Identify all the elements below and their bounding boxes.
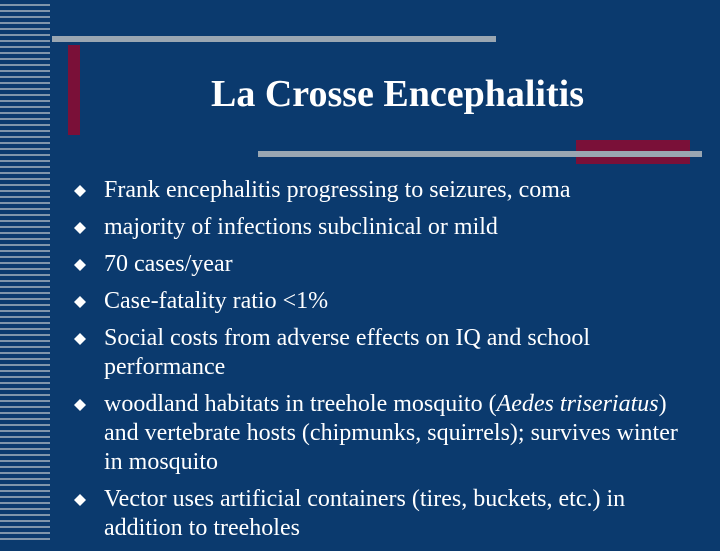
list-item <box>74 250 694 279</box>
bullet-text-post: ) and vertebrate hosts (chipmunks, squirrels); survives winter in mosquito <box>104 391 678 475</box>
diamond-bullet-icon <box>74 185 86 197</box>
list-item <box>74 324 694 382</box>
bullet-list <box>74 176 694 551</box>
diamond-bullet-icon <box>74 399 86 411</box>
top-rule <box>52 36 496 42</box>
bullet-text: 70 cases/year <box>104 251 233 277</box>
diamond-bullet-icon <box>74 296 86 308</box>
list-item <box>74 485 694 543</box>
diamond-bullet-icon <box>74 333 86 345</box>
bullet-text-pre: woodland habitats in treehole mosquito ( <box>104 391 497 417</box>
diamond-bullet-icon <box>74 222 86 234</box>
slide-title: La Crosse Encephalitis <box>210 73 584 115</box>
list-item <box>74 176 694 205</box>
bullet-text: Social costs from adverse effects on IQ and school performance <box>104 325 591 380</box>
bullet-text: majority of infections subclinical or mild <box>104 214 498 240</box>
list-item <box>74 213 694 242</box>
species-name: Aedes triseriatus <box>496 391 659 417</box>
bullet-text: Case-fatality ratio <1% <box>104 288 329 314</box>
bullet-text: Frank encephalitis progressing to seizures, coma <box>104 177 571 203</box>
diamond-bullet-icon <box>74 259 86 271</box>
bullet-text: Vector uses artificial containers (tires, buckets, etc.) in addition to treeholes <box>104 486 626 541</box>
diamond-bullet-icon <box>74 494 86 506</box>
list-item <box>74 287 694 316</box>
bottom-rule-overlay <box>258 151 702 157</box>
list-item <box>74 390 694 477</box>
